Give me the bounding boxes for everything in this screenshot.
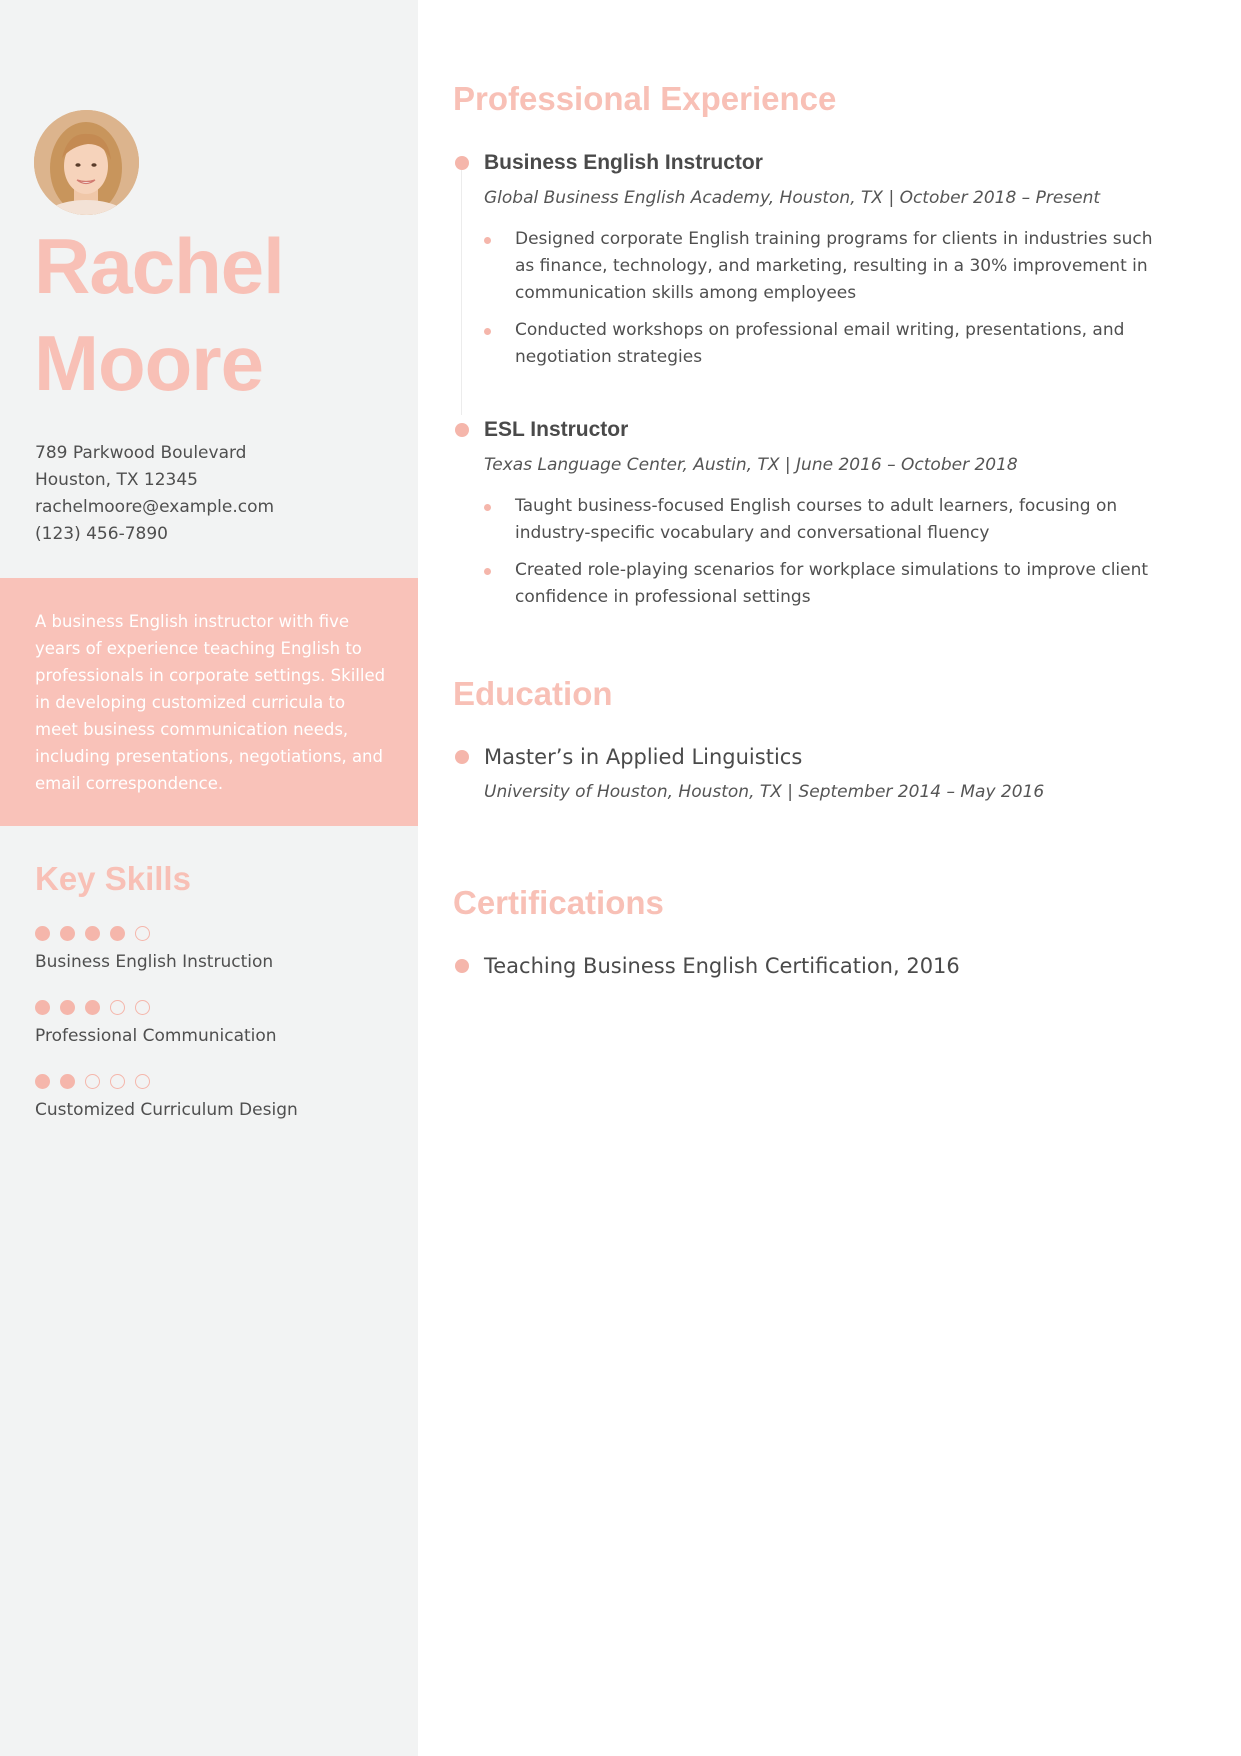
skill-label: Business English Instruction [35,952,274,972]
timeline-dot [455,156,469,170]
rating-dot-filled [60,1074,75,1089]
certification-name: Teaching Business English Certification, 2016 [484,954,960,978]
rating-dot-filled [110,926,125,941]
candidate-name [34,218,284,412]
certification-entry [453,954,1193,978]
rating-dot-empty [110,1000,125,1015]
timeline-dot [455,959,469,973]
rating-dot-filled [60,926,75,941]
skill-item [35,999,395,1073]
job-bullet: Designed corporate English training programs for clients in industries such as finance, technology, and marketing, resulting in a 30% improvement in communication skills among employees [484,226,1165,307]
contact-block [35,440,274,548]
address-line-2: Houston, TX 12345 [35,470,198,490]
email[interactable]: rachelmoore@example.com [35,497,275,517]
rating-dot-empty [135,926,150,941]
rating-dot-filled [85,926,100,941]
education-subtitle: University of Houston, Houston, TX | September 2014 – May 2016 [484,782,1045,802]
job-bullets [484,226,1193,371]
timeline-dot [455,750,469,764]
rating-dot-filled [85,1000,100,1015]
rating-dot-filled [35,926,50,941]
skill-item [35,1073,395,1147]
rating-dot-empty [135,1000,150,1015]
job-entry [453,418,1193,621]
job-entry [453,151,1193,381]
experience-title: Professional Experience [453,80,837,117]
job-bullet: Conducted workshops on professional email writing, presentations, and negotiation strategies [484,317,1165,371]
avatar [34,110,139,215]
rating-dot-empty [135,1074,150,1089]
job-bullet: Created role-playing scenarios for workplace simulations to improve client confidence in professional settings [484,557,1165,611]
skills-title: Key Skills [35,860,191,897]
timeline-dot [455,423,469,437]
skills-list [35,925,395,1147]
job-bullet: Taught business-focused English courses to adult learners, focusing on industry-specific vocabulary and conversational fluency [484,493,1165,547]
skill-rating [35,925,395,942]
skill-item [35,925,395,999]
job-subtitle: Texas Language Center, Austin, TX | June 2016 – October 2018 [484,455,1018,475]
job-subtitle: Global Business English Academy, Houston, TX | October 2018 – Present [484,188,1101,208]
rating-dot-filled [60,1000,75,1015]
certifications-title: Certifications [453,884,664,921]
summary-text: A business English instructor with five years of experience teaching English to professionals in corporate settings. Skilled in developing customized curricula to meet business communication needs, including presentations, negotiations, and email correspondence. [35,612,386,793]
degree: Master’s in Applied Linguistics [484,745,803,769]
rating-dot-empty [110,1074,125,1089]
person-photo-icon [34,110,139,215]
education-entry [453,745,1193,802]
last-name: Moore [34,319,263,407]
job-title: Business English Instructor [484,151,763,174]
first-name: Rachel [34,222,284,310]
skill-rating [35,1073,395,1090]
skill-label: Professional Communication [35,1026,277,1046]
address-line-1: 789 Parkwood Boulevard [35,443,247,463]
phone[interactable]: (123) 456-7890 [35,524,168,544]
skill-rating [35,999,395,1016]
job-title: ESL Instructor [484,418,629,441]
job-bullets [484,493,1193,611]
summary-box [0,578,418,826]
rating-dot-filled [35,1000,50,1015]
sidebar [0,0,418,1756]
rating-dot-filled [35,1074,50,1089]
education-title: Education [453,675,613,712]
skill-label: Customized Curriculum Design [35,1100,298,1120]
rating-dot-empty [85,1074,100,1089]
